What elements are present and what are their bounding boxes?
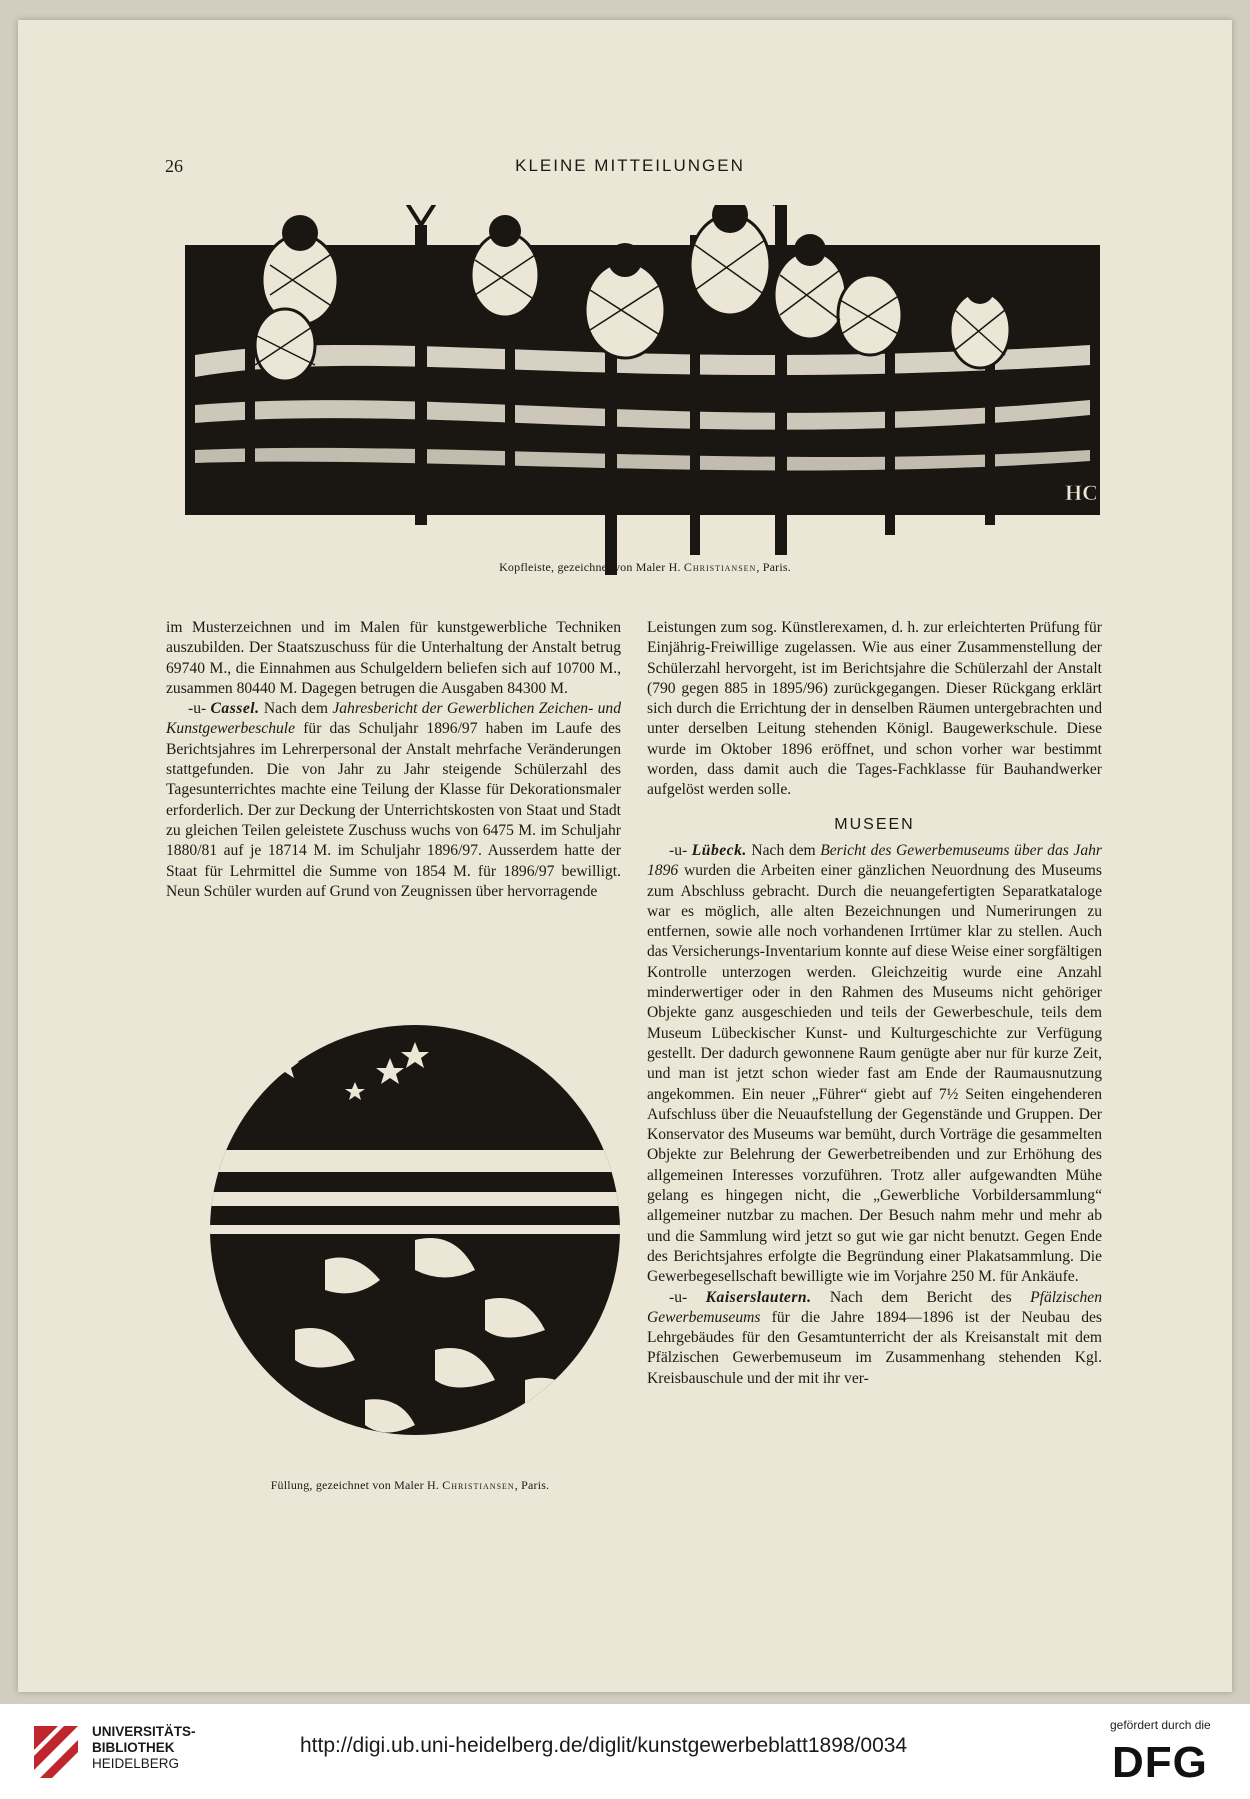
vignette-caption-artist: Christiansen [442, 1478, 515, 1492]
report-title-cassel: Jahresbericht der Gewerblichen Zeichen- und Kunstgewerbeschule [166, 700, 622, 738]
digital-copy-url-link[interactable]: http://digi.ub.uni-heidelberg.de/diglit/kunstgewerbeblatt1898/0034 [300, 1734, 908, 1757]
entry-marker: -u- [188, 700, 207, 718]
entry-marker: -u- [669, 841, 688, 859]
entry-marker: -u- [669, 1288, 688, 1306]
place-name-kaiserslautern: Kaiserslautern. [705, 1288, 812, 1306]
library-name-line-1: UNIVERSITÄTS- [92, 1724, 196, 1739]
right-column [647, 618, 1102, 1389]
vignette-caption-suffix: , Paris. [514, 1478, 550, 1492]
dfg-logo: DFG [1112, 1738, 1208, 1787]
entry-body-cassel: für das Schuljahr 1896/97 haben im Laufe des Berichtsjahres im Lehrerpersonal der Anstalt mehrfache Veränderungen stattgefunden. Die von Jahr zu Jahr steigende Schülerzahl des Tagesunterrichtes machte eine Teilung der Klasse für Dekorationsmaler erforderlich. Der zur Deckung der Unterrichtskosten von Staat und Stadt zu gleichen Teilen geleistete Zuschuss wuchs von 6475 M. im Schuljahr 1880/81 auf je 18714 M. im Schuljahr 1896/97. Ausserdem hatte der Staat für Lehrmittel die Summe von 1854 M. für 1896/97 bewilligt. Neun Schüler wurden auf Grund von Zeugnissen über hervorragende [166, 720, 621, 900]
right-paragraph-1: Leistungen zum sog. Künstlerexamen, d. h. zur erleichterten Prüfung für Einjährig-Freiwillige zugelassen. Wie aus einer Zusammenstellung der Schülerzahl hervorgeht, ist im Berichtsjahre die Schülerzahl der Anstalt (790 gegen 885 in 1895/96) zurückgegangen. Dieser Rückgang erklärt sich durch die Errichtung der in denselben Räumen untergebrachten und unter derselben Leitung stehenden Königl. Baugewerkschule. Diese wurde im Oktober 1896 eröffnet, und schon vorher war bestimmt worden, dass damit auch die Tages-Fachklasse für Bauhandwerker aufgelöst werden solle. [647, 619, 1102, 799]
place-name-luebeck: Lübeck. [691, 841, 747, 859]
right-paragraph-luebeck [647, 841, 1102, 1288]
library-name [92, 1724, 196, 1772]
headpiece-caption-suffix: , Paris. [756, 560, 791, 574]
library-logo-icon [30, 1722, 82, 1782]
section-heading-museen: MUSEEN [834, 815, 915, 833]
vignette-caption-prefix: Füllung, gezeichnet von Maler H. [270, 1478, 440, 1492]
entry-body-kaiserslautern: für die Jahre 1894—1896 ist der Neubau des Lehrgebäudes für den Gesamtunterricht der als Kreisanstalt mit dem Pfälzischen Gewerbemuseum im Zusammenhang stehenden Kgl. Kreisbauschule und der mit ihr ver- [647, 1308, 1102, 1387]
entry-lead: Nach dem [263, 700, 328, 718]
library-name-line-2: BIBLIOTHEK [92, 1740, 175, 1755]
headpiece-caption-prefix: Kopfleiste, gezeichnet von Maler H. [499, 560, 681, 574]
headpiece-caption-artist: Christiansen [683, 560, 757, 574]
vignette-caption [200, 1478, 620, 1493]
entry-lead: Nach dem [751, 841, 816, 859]
library-name-line-3: HEIDELBERG [92, 1756, 180, 1771]
left-column [166, 618, 621, 902]
headpiece-monogram: HC [1065, 480, 1098, 505]
page-number: 26 [165, 156, 183, 176]
headpiece-caption [445, 560, 845, 575]
headpiece-thistle-illustration [185, 205, 1100, 585]
left-paragraph-cassel [166, 699, 621, 902]
vignette-moonlit-foliage-illustration [205, 1000, 625, 1460]
running-head: KLEINE MITTEILUNGEN [515, 156, 745, 175]
left-paragraph-1: im Musterzeichnen und im Malen für kunstgewerbliche Techniken auszubilden. Der Staatszuschuss für die Unterhaltung der Anstalt betrug 69740 M., die Einnahmen aus Schulgeldern beliefen sich auf 10700 M., zusammen 80440 M. Dagegen betrugen die Ausgaben 84300 M. [166, 619, 621, 697]
report-title-luebeck: Bericht des Gewerbemuseums über das Jahr 1896 [647, 841, 1102, 880]
entry-body-luebeck: wurden die Arbeiten einer gänzlichen Neuordnung des Museums zum Abschluss gebracht. Durch die neuangefertigten Separatkataloge war es möglich, alle alten Bezeichnungen und Numerirungen zu entfernen, sowie alle noch vorhandenen Irrtümer klar zu stellen. Auch das Versicherungs-Inventarium konnte auf diese Weise einer sorgfältigen Kontrolle unterzogen werden. Gleichzeitig wurde eine Anzahl minderwertiger oder in den Rahmen des Museums nicht gehöriger Objekte ganz ausgeschieden und teils der Gewerbeschule, teils dem Museum Lübeckischer Kunst- und Kulturgeschichte zur Verfügung gestellt. Der dadurch gewonnene Raum genügte aber nur für kurze Zeit, und man ist jetzt schon wieder fast am Ende der Raumausnutzung angekommen. Ein neuer „Führer“ giebt auf 7½ Seiten eingehenderen Aufschluss über die Neuaufstellung der Gegenstände und Gruppen. Der Konservator des Museums war bemüht, durch Vorträge die gesammelten Objekte zur Belehrung der Gewerbetreibenden und zur Erhöhung des allgemeinen Interesses vorzuführen. Trotz aller aufgewandten Mühe gelang es hingegen nicht, die „Gewerbliche Vorbildersammlung“ allgemeiner nutzbar zu machen. Der Besuch nahm mehr und mehr ab und die Sammlung wird jetzt so gut wie gar nicht benutzt. Gegen Ende des Berichtsjahres erfolgte die Begründung einer Plakatsammlung. Die Gewerbegesellschaft bewilligte wie im Vorjahre 250 M. für Ankäufe. [647, 862, 1102, 1286]
place-name-cassel: Cassel. [210, 700, 260, 718]
entry-lead: Nach dem Bericht des [829, 1288, 1012, 1306]
funded-by-label: gefördert durch die [1110, 1718, 1211, 1732]
report-title-kaiserslautern: Pfälzischen Gewerbemuseums [647, 1288, 1102, 1326]
right-paragraph-kaiserslautern [647, 1288, 1102, 1389]
